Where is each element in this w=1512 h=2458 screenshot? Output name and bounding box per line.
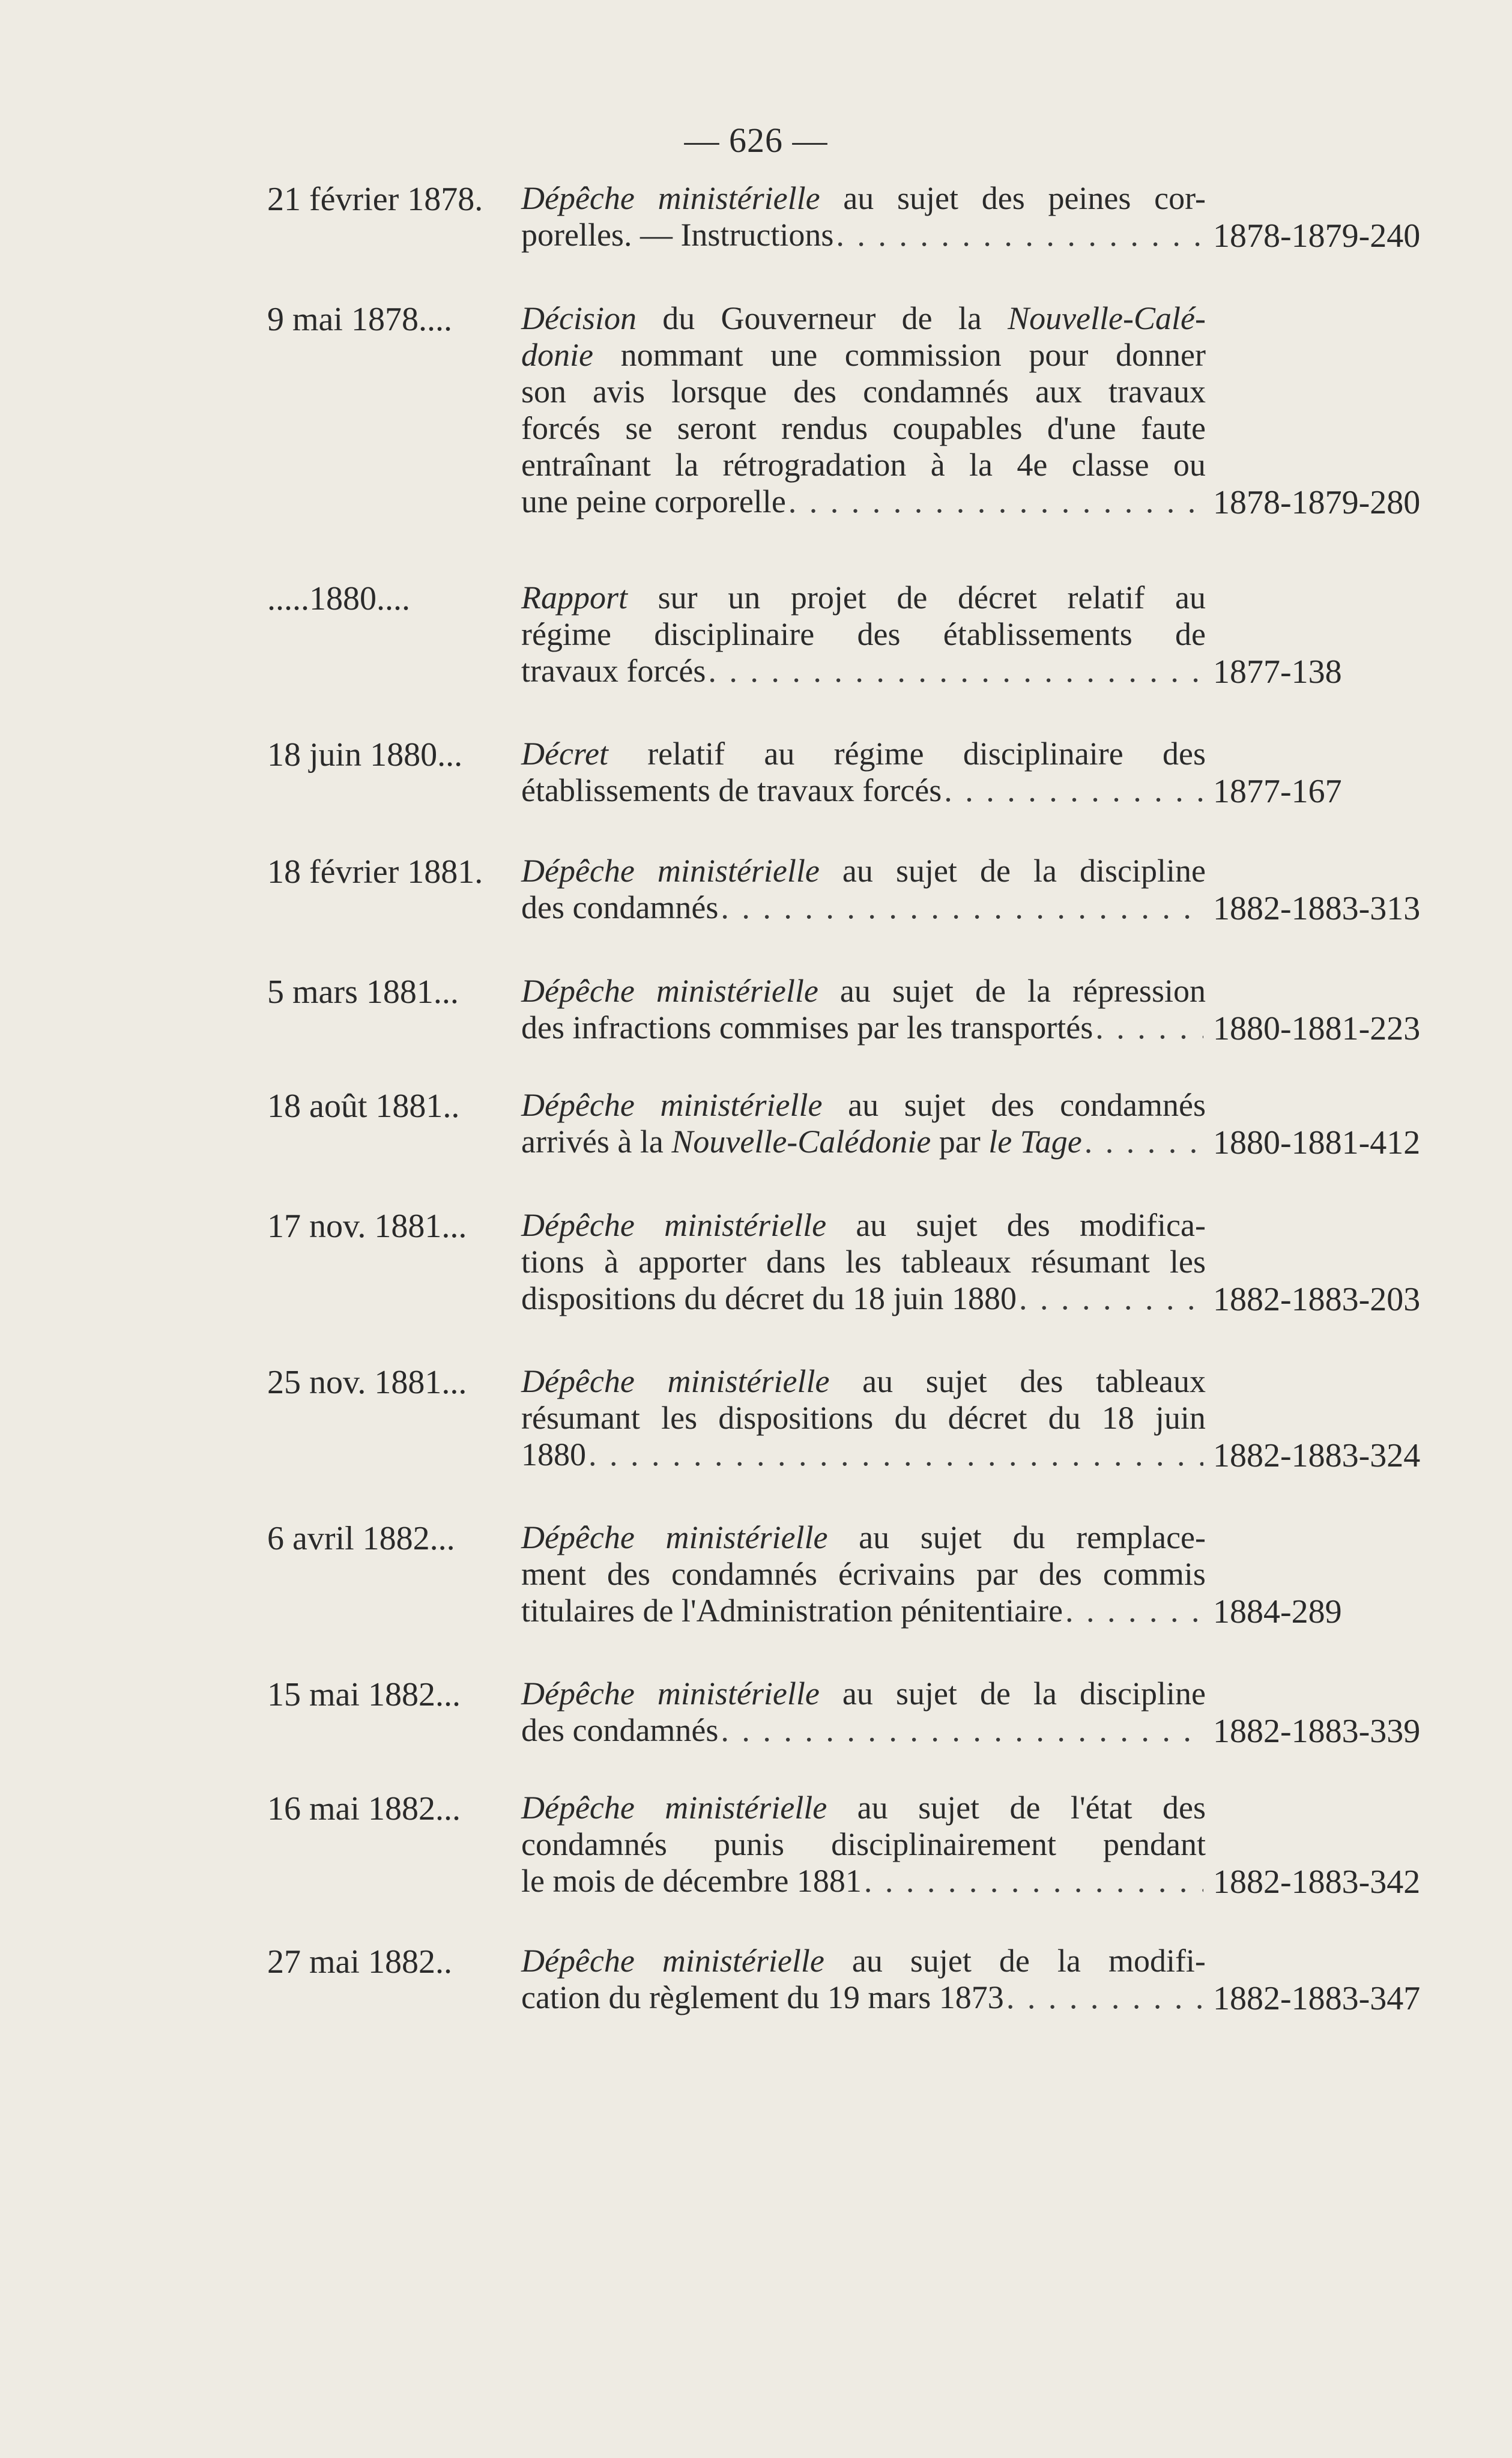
entry-reference: 1877-167 — [1213, 773, 1342, 810]
description-line: Dépêche ministérielle au sujet des tableaux — [521, 1363, 1206, 1399]
entry-reference: 1882-1883-339 — [1213, 1713, 1421, 1750]
entry-description — [521, 1519, 1206, 1629]
entry-date: .....1880.... — [267, 580, 410, 617]
entry-date: 18 août 1881.. — [267, 1088, 460, 1125]
entry-reference: 1878-1879-280 — [1213, 484, 1421, 521]
description-line: Dépêche ministérielle au sujet de la discipline — [521, 1675, 1206, 1712]
entry-description — [521, 973, 1206, 1046]
description-line: donie nommant une commission pour donner — [521, 337, 1206, 373]
entry-date: 6 avril 1882... — [267, 1520, 455, 1557]
entry-description — [521, 853, 1206, 926]
leader-dots — [721, 889, 1203, 926]
description-line: des condamnés . . . — [521, 889, 1206, 926]
entry-date: 21 février 1878. — [267, 181, 483, 218]
entry-date: 15 mai 1882... — [267, 1676, 461, 1713]
entry-reference: 1882-1883-342 — [1213, 1863, 1421, 1901]
entry-description — [521, 1363, 1206, 1473]
description-line: son avis lorsque des condamnés aux travaux — [521, 374, 1206, 410]
description-line: forcés se seront rendus coupables d'une faute — [521, 410, 1206, 446]
description-line: Rapport sur un projet de décret relatif au — [521, 580, 1206, 616]
entry-date: 27 mai 1882.. — [267, 1943, 452, 1981]
description-line: Décret relatif au régime disciplinaire des — [521, 736, 1206, 772]
leader-dots — [1006, 1979, 1203, 2016]
description-line: dispositions du décret du 18 juin 1880 . . . — [521, 1280, 1206, 1317]
description-line: condamnés punis disciplinairement pendant — [521, 1826, 1206, 1862]
entry-description — [521, 580, 1206, 689]
description-line: Dépêche ministérielle au sujet des condamnés — [521, 1087, 1206, 1123]
entry-description — [521, 736, 1206, 809]
entry-description — [521, 300, 1206, 520]
entry-reference: 1882-1883-347 — [1213, 1980, 1421, 2017]
entry-date: 9 mai 1878.... — [267, 301, 452, 338]
description-line: Décision du Gouverneur de la Nouvelle-Calé- — [521, 300, 1206, 336]
entry-description — [521, 1943, 1206, 2016]
description-line: des infractions commises par les transportés . . . — [521, 1010, 1206, 1046]
description-line: Dépêche ministérielle au sujet du remplace- — [521, 1519, 1206, 1555]
entry-reference: 1880-1881-223 — [1213, 1010, 1421, 1047]
entry-description — [521, 1790, 1206, 1900]
entry-reference: 1884-289 — [1213, 1593, 1342, 1630]
leader-dots — [1065, 1593, 1203, 1629]
entry-reference: 1878-1879-240 — [1213, 217, 1421, 255]
description-line: arrivés à la Nouvelle-Calédonie par le Tage . . . — [521, 1124, 1206, 1160]
description-line: Dépêche ministérielle au sujet de la répression — [521, 973, 1206, 1009]
description-line: Dépêche ministérielle au sujet des peines cor- — [521, 180, 1206, 216]
entry-date: 17 nov. 1881... — [267, 1208, 467, 1245]
leader-dots — [944, 772, 1203, 809]
leader-dots — [708, 653, 1203, 689]
description-line: régime disciplinaire des établissements de — [521, 616, 1206, 652]
description-line: des condamnés . . . — [521, 1712, 1206, 1749]
entry-reference: 1882-1883-203 — [1213, 1281, 1421, 1318]
entry-date: 16 mai 1882... — [267, 1790, 461, 1827]
entry-reference: 1882-1883-324 — [1213, 1437, 1421, 1474]
description-line: titulaires de l'Administration pénitentiaire . . . — [521, 1593, 1206, 1629]
description-line: Dépêche ministérielle au sujet de la discipline — [521, 853, 1206, 889]
description-line: porelles. — Instructions . . . — [521, 217, 1206, 253]
entry-description — [521, 1675, 1206, 1749]
entry-date: 18 février 1881. — [267, 853, 483, 891]
entry-reference: 1877-138 — [1213, 653, 1342, 691]
description-line: 1880 . . . — [521, 1436, 1206, 1473]
leader-dots — [588, 1436, 1203, 1473]
leader-dots — [721, 1712, 1203, 1749]
entry-reference: 1880-1881-412 — [1213, 1124, 1421, 1161]
leader-dots — [788, 483, 1203, 520]
description-line: le mois de décembre 1881 . . . — [521, 1863, 1206, 1900]
description-line: établissements de travaux forcés . . . — [521, 772, 1206, 809]
description-line: tions à apporter dans les tableaux résumant les — [521, 1244, 1206, 1280]
description-line: Dépêche ministérielle au sujet de la modifi- — [521, 1943, 1206, 1979]
entry-description — [521, 1207, 1206, 1317]
page-number: — 626 — — [684, 121, 828, 160]
leader-dots — [864, 1863, 1203, 1900]
description-line: travaux forcés . . . — [521, 653, 1206, 689]
leader-dots — [836, 217, 1203, 253]
description-line: entraînant la rétrogradation à la 4e classe ou — [521, 447, 1206, 483]
entry-description — [521, 180, 1206, 253]
entry-date: 5 mars 1881... — [267, 973, 459, 1011]
entry-date: 18 juin 1880... — [267, 736, 463, 773]
description-line: ment des condamnés écrivains par des commis — [521, 1556, 1206, 1592]
description-line: une peine corporelle . . . — [521, 483, 1206, 520]
leader-dots — [1084, 1124, 1203, 1160]
description-line: cation du règlement du 19 mars 1873 . . . — [521, 1979, 1206, 2016]
entry-date: 25 nov. 1881... — [267, 1364, 467, 1401]
entry-reference: 1882-1883-313 — [1213, 890, 1421, 927]
description-line: résumant les dispositions du décret du 18 juin — [521, 1400, 1206, 1436]
leader-dots — [1095, 1010, 1203, 1046]
entry-description — [521, 1087, 1206, 1160]
description-line: Dépêche ministérielle au sujet de l'état des — [521, 1790, 1206, 1826]
leader-dots — [1019, 1280, 1203, 1317]
description-line: Dépêche ministérielle au sujet des modifica- — [521, 1207, 1206, 1243]
